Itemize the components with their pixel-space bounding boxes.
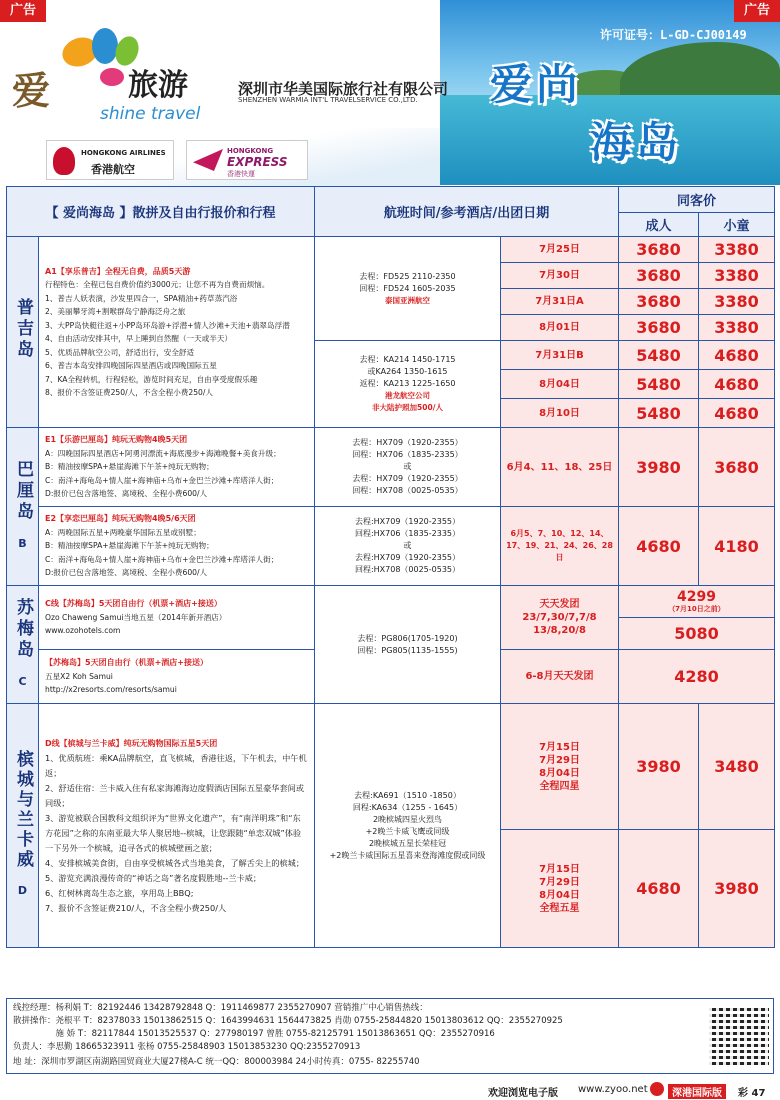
contact-footer [6, 998, 774, 1074]
package-line: www.ozohotels.com [45, 626, 121, 636]
package-line: C：南洋+海龟岛+情人崖+海神庙+乌布+金巴兰沙滩+库塔洋人街； [45, 475, 279, 485]
footer-line: 散拼操作：尧根平 T：82378033 15013862515 Q：1643994631 1564473825 肖勋 0755-25844820 15013803612 QQ：2355270925 [13, 1016, 563, 1026]
footer-line: 地 址：深圳市罗湖区南湖路国贸商业大厦27楼A-C 统一QQ：800003984 24小时传真：0755- 82255740 [13, 1057, 420, 1067]
date-line: 13/8,20/8 [533, 625, 586, 636]
package-line: 去程:HX709（1920-2355） [354, 517, 461, 526]
price-adult: 3680 [619, 237, 699, 263]
qr-code-icon [709, 1005, 769, 1065]
package-line: 去程：PG806(1705-1920) [357, 633, 458, 643]
package-line: 7月29日 [539, 754, 580, 766]
package-line: 回程:KA634（1255 - 1645） [352, 802, 463, 812]
flight-note: 泰国亚洲航空 [385, 295, 430, 305]
package-title: A1【享乐普吉】全程无自费，品质5天游 [45, 266, 191, 276]
package-line: 1、优质航班：乘KA品牌航空，直飞槟城，香港往返，下午机去，中午机返； [45, 752, 307, 778]
footer-line: 负责人：李思勤 18665323911 张杨 0755-25848903 15013853230 QQ:2355270913 [13, 1042, 361, 1052]
price-adult: 4680 [619, 507, 699, 586]
package-title: 【苏梅岛】5天团自由行（机票+酒店+接送） [45, 658, 208, 668]
date-cell: 7月31日A [501, 289, 619, 315]
package-line: A：四晚国际四星酒店+阿勇河漂流+海底漫步+海滩晚餐+美食升级； [45, 448, 281, 458]
package-line: B：精油按摩SPA+悬崖海滩下午茶+纯玩无购物； [45, 541, 214, 551]
price-samui-x2: 4280 [619, 650, 775, 704]
price-child: 4680 [699, 341, 775, 370]
package-line: A：两晚国际五星+两晚豪华国际五星或别墅； [45, 527, 201, 537]
package-line: D:报价已包含落地签、离境税、全程小费600/人 [45, 568, 208, 578]
price-child: 3380 [699, 237, 775, 263]
price-child: 3980 [699, 830, 775, 948]
package-line: Ozo Chaweng Samui当地五星（2014年新开酒店） [45, 612, 227, 622]
package-line: 去程：FD525 2110-2350 [359, 271, 456, 281]
package-line: 5、优质品牌航空公司，舒适出行，安全舒适 [45, 347, 195, 357]
package-d [39, 704, 315, 948]
package-title: D线【槟城与兰卡威】纯玩无购物国际五星5天团 [45, 738, 218, 748]
package-line: 回程:HX708（0025-0535） [354, 565, 461, 574]
package-line: 3、大PP岛快艇往返+小PP岛环岛游+浮潜+情人沙滩+天池+翡翠岛浮潜 [45, 320, 290, 330]
package-line: 去程:KA691（1510 -1850） [354, 790, 461, 800]
package-line: 2、美丽攀牙湾+割喉群岛宁静海泛舟之旅 [45, 307, 186, 316]
package-e2 [39, 507, 315, 586]
date-cell: 7月31日B [501, 341, 619, 370]
company-name-cn: 深圳市华美国际旅行社有限公司 [238, 80, 449, 98]
package-line: 五星X2 Koh Samui [45, 671, 113, 681]
price-child: 3680 [699, 428, 775, 507]
package-line: 3、游览被联合国教科文组织评为“世界文化遗产”，有“南洋明珠”和“东方花园”之称的东南亚最大华人聚居地--槟城，让您跟随“单恋双城”体验一下另外一个槟城，追寻各式的槟城壁画之旅； [45, 812, 302, 853]
date-cell: 8月10日 [501, 399, 619, 428]
header-banner [0, 0, 780, 185]
package-line: 2晚槟城四星火烈鸟 [372, 814, 443, 824]
bali-e1-flight [315, 428, 501, 507]
package-line: 7月29日 [539, 876, 580, 888]
package-line: 5、游览充满浪漫传奇的“神话之岛”著名度假胜地--兰卡威； [45, 872, 262, 883]
bottom-site-link[interactable]: www.zyoo.net [578, 1084, 648, 1095]
hongkong-airlines-logo [46, 140, 174, 180]
package-line: 全程五星 [539, 902, 580, 914]
red-circle-icon [650, 1082, 664, 1096]
price-adult: 3680 [619, 289, 699, 315]
package-line: 4、自由活动安排其中，早上睡到自然醒（一天或半天） [45, 334, 233, 343]
package-line: 8月04日 [539, 767, 580, 779]
package-line: D:报价已包含落地签、离境税、全程小费600/人 [45, 489, 208, 499]
date-cell: 6月4、11、18、25日 [501, 428, 619, 507]
package-line: 2晚槟城五星长荣桂冠 [368, 838, 447, 848]
header-col-price: 同客价 [619, 187, 775, 213]
license-number: 许可证号：L-GD-CJ00149 [600, 28, 747, 42]
bottom-welcome: 欢迎浏览电子版 [488, 1088, 558, 1099]
price-adult: 5480 [619, 399, 699, 428]
price-samui-c2: 5080 [619, 618, 775, 650]
dest-bali: 巴厘岛 B [7, 428, 39, 586]
price-adult: 5480 [619, 341, 699, 370]
package-line: 2、舒适住宿：兰卡威入住有私家海滩海边度假酒店国际五星豪华套间或同级； [45, 782, 305, 808]
logo-text-en: shine travel [100, 104, 201, 124]
penang-r1-dates [501, 704, 619, 830]
package-line: 7、KA全程转机，行程轻松，游览时间充足，自由享受度假乐趣 [45, 374, 258, 384]
logo-text-ai: 爱 [12, 68, 51, 113]
package-c [39, 586, 315, 650]
package-line: B：精油按摩SPA+悬崖海滩下午茶+纯玩无购物； [45, 462, 214, 472]
price-adult: 3680 [619, 315, 699, 341]
bottom-edition: 深港国际版 [668, 1084, 726, 1099]
package-line: 去程:HX709（1920-2355） [354, 553, 461, 562]
price-table [6, 186, 775, 948]
airline2-name-cn: 香港快運 [227, 170, 255, 178]
samui-c-dates [501, 586, 619, 650]
package-line: 1、普吉人妖表演，沙发里四合一，SPA精油+药草蒸汽浴 [45, 293, 238, 303]
package-line: 7、报价不含签证费210/人，不含全程小费250/人 [45, 902, 227, 913]
package-line: 或KA264 1350-1615 [367, 367, 448, 376]
package-line: +2晚兰卡威国际五星喜来登海滩度假或同级 [329, 850, 486, 860]
penang-flight [315, 704, 501, 948]
package-line: 去程：HX709（1920-2355） [352, 438, 463, 447]
package-line: 8、报价不含签证费250/人，不含全程小费250/人 [45, 388, 214, 397]
package-line: 返程：KA213 1225-1650 [359, 379, 456, 388]
package-line: C：南洋+海龟岛+情人崖+海神庙+乌布+金巴兰沙滩+库塔洋人街； [45, 554, 279, 564]
date-line: 天天发团 [539, 599, 580, 610]
date-cell: 7月30日 [501, 263, 619, 289]
package-line: +2晚兰卡威飞鹰或同级 [365, 826, 450, 836]
footer-line: 施 娇 T：82117844 15013525537 Q：277980197 曾胜 0755-82125791 15013863651 QQ：2355270916 [13, 1029, 495, 1039]
logo-text-lvyou: 旅游 [128, 68, 188, 103]
price-child: 3380 [699, 289, 775, 315]
flight-note: 港龙航空公司 [385, 391, 430, 400]
package-line: 回程:HX706（1835-2335） [354, 529, 461, 538]
header-col-itinerary: 【 爱尚海岛 】散拼及自由行报价和行程 [7, 187, 315, 237]
airline2-name-en2: EXPRESS [227, 155, 288, 169]
date-cell: 8月01日 [501, 315, 619, 341]
package-line: 行程特色：全程已包自费价值约3000元；让您不再为自费而烦恼。 [45, 280, 270, 289]
header-col-flight: 航班时间/参考酒店/出团日期 [315, 187, 619, 237]
date-cell: 7月25日 [501, 237, 619, 263]
package-line: 回程：HX706（1835-2335） [352, 450, 463, 459]
date-cell: 6月5、7、10、12、14、17、19、21、24、26、28日 [501, 507, 619, 586]
price-samui-c1: 4299 （7月10日之前） [619, 586, 775, 618]
company-name-en: SHENZHEN WARMIA INT'L TRAVELSERVICE CO.,LTD. [238, 96, 418, 104]
phuket-flight-fd [315, 237, 501, 341]
package-line: 6、普吉本岛安排四晚国际四星酒店或四晚国际五星 [45, 361, 217, 370]
package-line: 去程：KA214 1450-1715 [359, 355, 456, 364]
package-x2 [39, 650, 315, 704]
price-child: 3380 [699, 263, 775, 289]
penang-r2-dates [501, 830, 619, 948]
flight-note: 非大陆护照加500/人 [372, 403, 443, 412]
price-adult: 5480 [619, 370, 699, 399]
hongkong-express-logo [186, 140, 308, 180]
airline2-name-en: HONGKONG [227, 147, 274, 155]
package-line: 7月15日 [539, 741, 580, 753]
package-line: 7月15日 [539, 863, 580, 875]
package-line: 或 [403, 462, 412, 471]
package-line: 回程：HX708（0025-0535） [352, 486, 463, 495]
price-child: 4680 [699, 370, 775, 399]
package-line: 或 [403, 541, 412, 550]
package-a1 [39, 237, 315, 428]
package-line: 6、红树林离岛生态之旅，享用岛上BBQ; [45, 887, 194, 898]
hk-express-swoosh-icon [193, 149, 223, 171]
airline1-name-en: HONGKONG AIRLINES [81, 149, 166, 157]
bali-e2-flight [315, 507, 501, 586]
package-line: 回程：PG805(1135-1555) [357, 645, 458, 655]
price-child: 4180 [699, 507, 775, 586]
package-title: C线【苏梅岛】5天团自由行（机票+酒店+接送） [45, 599, 222, 609]
header-child: 小童 [699, 213, 775, 237]
package-line: 去程：HX709（1920-2355） [352, 474, 463, 483]
price-adult: 3980 [619, 704, 699, 830]
samui-flight [315, 586, 501, 704]
package-line: 4、安排槟城美食街，自由享受槟城各式当地美食，了解舌尖上的槟城； [45, 857, 305, 868]
footer-line: 线控经理：杨利娟 T：82192446 13428792848 Q：1911469877 2355270907 营销推广中心销售热线： [13, 1003, 428, 1013]
hk-airlines-flower-icon [53, 147, 75, 175]
price-child: 3480 [699, 704, 775, 830]
package-line: 8月04日 [539, 889, 580, 901]
ad-label-left: 广告 [0, 0, 46, 22]
price-adult: 3980 [619, 428, 699, 507]
date-cell: 8月04日 [501, 370, 619, 399]
package-line: 全程四星 [539, 780, 580, 792]
header-adult: 成人 [619, 213, 699, 237]
date-line: 23/7,30/7,7/8 [522, 612, 597, 623]
airline1-name-cn: 香港航空 [91, 163, 135, 176]
dest-phuket: 普吉岛 [7, 237, 39, 428]
price-child: 4680 [699, 399, 775, 428]
dest-penang: 槟城与兰卡威 D [7, 704, 39, 948]
phuket-flight-ka [315, 341, 501, 428]
price-child: 3380 [699, 315, 775, 341]
logo-swirl-icon [92, 28, 118, 64]
price-adult: 4680 [619, 830, 699, 948]
package-title: E2【享恋巴厘岛】纯玩无购物4晚5/6天团 [45, 514, 196, 524]
package-line: 回程：FD524 1605-2035 [359, 283, 456, 293]
price-adult: 3680 [619, 263, 699, 289]
package-line: http://x2resorts.com/resorts/samui [45, 685, 177, 695]
banner-title-line1: 爱尚 [490, 60, 583, 109]
logo-swirl-icon [100, 68, 124, 86]
bottom-page: 彩 47 [738, 1088, 766, 1099]
banner-title-line2: 海岛 [590, 118, 683, 167]
package-e1 [39, 428, 315, 507]
ad-label-right: 广告 [734, 0, 780, 22]
date-cell: 6-8月天天发团 [501, 650, 619, 704]
dest-samui: 苏梅岛 C [7, 586, 39, 704]
page-bottom-bar [0, 1080, 780, 1100]
package-title: E1【乐游巴厘岛】纯玩无购物4晚5天团 [45, 435, 188, 445]
